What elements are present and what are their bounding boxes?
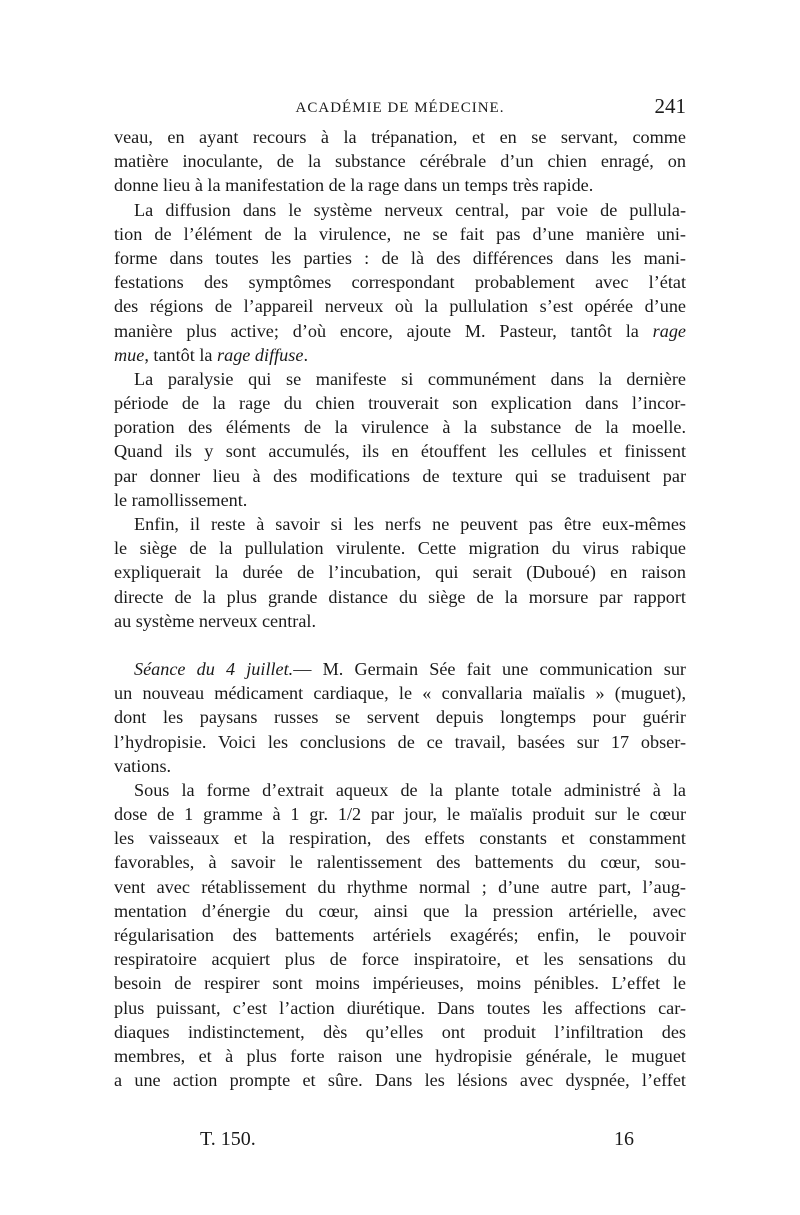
- text-line: directe de la plus grande distance du siège de la morsure par rapport: [114, 586, 686, 607]
- text-line: Sous la forme d’extrait aqueux de la plante totale administré à la: [134, 779, 686, 800]
- text-line: expliquerait la durée de l’incubation, qui serait (Duboué) en raison: [114, 562, 686, 583]
- text-segment: — M. Germain Sée fait une communication sur: [293, 658, 686, 679]
- paragraph: [114, 657, 686, 778]
- volume-signature: T. 150.: [200, 1128, 256, 1150]
- paragraph: [114, 198, 686, 367]
- text-line: besoin de respirer sont moins impérieuses, moins pénibles. L’effet le: [114, 973, 686, 994]
- text-line: favorables, à savoir le ralentissement des battements du cœur, sou-: [114, 852, 686, 873]
- page-header: [114, 94, 686, 124]
- text-line: Enfin, il reste à savoir si les nerfs ne peuvent pas être eux-mêmes: [134, 514, 686, 534]
- page-number: 241: [654, 94, 686, 118]
- section-gap: [114, 633, 686, 657]
- text-line: par donner lieu à des modifications de texture qui se traduisent par: [114, 465, 686, 486]
- text-line: veau, en ayant recours à la trépanation, et en se servant, comme: [114, 127, 686, 147]
- text-line: La diffusion dans le système nerveux central, par voie de pullula-: [134, 199, 686, 220]
- running-title: ACADÉMIE DE MÉDECINE.: [295, 100, 505, 116]
- italic-term: rage: [652, 320, 687, 341]
- text-line: respiratoire acquiert plus de force inspiratoire, et les sensations du: [114, 949, 686, 970]
- text-line: mentation d’énergie du cœur, ainsi que la pression artérielle, avec: [114, 900, 686, 921]
- text-line: vent avec rétablissement du rhythme normal ; d’une autre part, l’aug-: [114, 876, 686, 897]
- paragraph: [114, 512, 686, 633]
- body-text: [114, 125, 686, 1092]
- text-line: au système nerveux central.: [114, 610, 316, 631]
- text-line: un nouveau médicament cardiaque, le « convallaria maïalis » (muguet),: [114, 683, 686, 704]
- text-line: les vaisseaux et la respiration, des effets constants et constamment: [114, 828, 686, 849]
- text-line: régularisation des battements artériels exagérés; enfin, le pouvoir: [114, 925, 686, 945]
- italic-term: rage diffuse: [217, 344, 304, 365]
- paragraph: [114, 778, 686, 1092]
- text-line: le siège de la pullulation virulente. Cette migration du virus rabique: [114, 538, 686, 559]
- text-line: La paralysie qui se manifeste si communément dans la dernière: [134, 368, 686, 389]
- text-line: dont les paysans russes se servent depuis longtemps pour guérir: [114, 707, 686, 728]
- text-line: [114, 319, 686, 343]
- text-line: des régions de l’appareil nerveux où la pullulation s’est opérée d’une: [114, 296, 686, 317]
- text-line: forme dans toutes les parties : de là des différences dans les mani-: [114, 247, 686, 268]
- text-line: donne lieu à la manifestation de la rage dans un temps très rapide.: [114, 175, 594, 196]
- text-line: plus puissant, c’est l’action diurétique. Dans toutes les affections car-: [114, 997, 686, 1018]
- text-line: membres, et à plus forte raison une hydropisie générale, le muguet: [114, 1045, 686, 1066]
- text-line: [114, 657, 686, 681]
- page-footer: [114, 1128, 686, 1158]
- paragraph: [114, 367, 686, 512]
- italic-term: mue: [114, 344, 145, 365]
- text-line: festations des symptômes correspondant probablement avec l’état: [114, 272, 686, 293]
- text-segment: , tantôt la: [144, 344, 218, 365]
- text-line: vations.: [114, 755, 172, 776]
- text-line: Quand ils y sont accumulés, ils en étouffent les cellules et finissent: [114, 441, 686, 462]
- text-line: a une action prompte et sûre. Dans les lésions avec dyspnée, l’effet: [114, 1070, 686, 1091]
- text-line: matière inoculante, de la substance cérébrale d’un chien enragé, on: [114, 151, 686, 172]
- text-line: [114, 343, 686, 367]
- text-line: l’hydropisie. Voici les conclusions de ce travail, basées sur 17 obser-: [114, 731, 686, 752]
- signature-mark: 16: [614, 1128, 634, 1150]
- text-line: tion de l’élément de la virulence, ne se fait pas d’une manière uni-: [114, 223, 686, 244]
- text-line: le ramollissement.: [114, 489, 248, 510]
- text-line: période de la rage du chien trouverait son explication dans l’incor-: [114, 393, 686, 414]
- text-segment: manière plus active; d’où encore, ajoute M. Pasteur, tantôt la: [114, 320, 639, 341]
- text-line: diaques indistinctement, dès qu’elles ont produit l’infiltration des: [114, 1021, 686, 1042]
- text-segment: .: [303, 344, 308, 365]
- text-line: dose de 1 gramme à 1 gr. 1/2 par jour, le maïalis produit sur le cœur: [114, 804, 686, 825]
- paragraph: [114, 125, 686, 198]
- session-date: Séance du 4 juillet.: [134, 658, 294, 679]
- text-line: poration des éléments de la virulence à la substance de la moelle.: [114, 417, 686, 438]
